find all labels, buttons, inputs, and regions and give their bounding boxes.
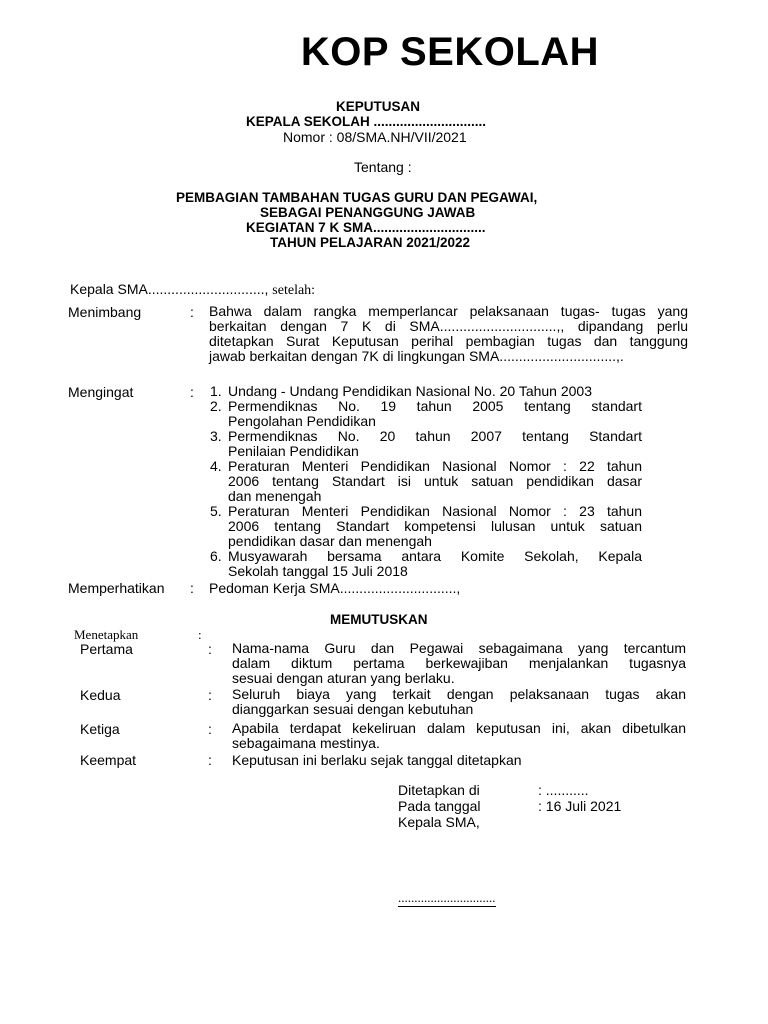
item-line: Penilaian Pendidikan [228,443,359,459]
menimbang-line: ditetapkan Surat Keputusan perihal pembagian tugas dan tanggung [209,333,688,349]
decision-line: sesuai dengan aturan yang berlaku. [232,670,455,686]
decree-number: Nomor : 08/SMA.NH/VII/2021 [283,129,467,145]
item-number: 3. [210,428,222,444]
mengingat-item [210,384,642,399]
decision-line: sebagaimana mestinya. [232,735,380,751]
mengingat-item [210,549,642,579]
decision-text [232,641,686,686]
mengingat-list [210,384,642,579]
decision-label: Pertama [80,641,133,657]
item-line: 2006 tentang Standart kompetensi lulusan untuk satuan [228,518,642,534]
item-line: Sekolah tanggal 15 Juli 2018 [228,563,408,579]
subject-line-4: TAHUN PELAJARAN 2021/2022 [270,235,471,250]
decision-line: dalam diktum pertama berkewajiban menjalankan tugasnya [232,655,686,671]
decision-label: Ketiga [80,721,120,737]
item-line: Pengolahan Pendidikan [228,413,376,429]
item-line: Peraturan Menteri Pendidikan Nasional Nomor : 23 tahun [228,503,642,519]
decision-text [232,721,686,751]
item-line: pendidikan dasar dan menengah [228,533,432,549]
mengingat-item [210,429,642,459]
intro-kepala [70,281,315,299]
item-line: dan menengah [228,488,322,504]
decision-colon: : [208,687,212,703]
mengingat-item [210,504,642,549]
menimbang-line: Bahwa dalam rangka memperlancar pelaksanaan tugas- tugas yang [209,303,688,319]
memperhatikan-label: Memperhatikan [68,580,165,596]
subject-line-3: KEGIATAN 7 K SMA.............................. [246,220,486,235]
item-number: 6. [210,548,222,564]
decision-label: Keempat [80,752,137,768]
menetapkan-label: Menetapkan [74,627,139,642]
menimbang-line: berkaitan dengan 7 K di SMA..............................,, dipandang perlu [209,318,688,334]
memperhatikan-text: Pedoman Kerja SMA.............................., [209,580,461,596]
memperhatikan-colon: : [190,580,194,596]
decision-line: Nama-nama Guru dan Pegawai sebagaimana yang tercantum [232,640,686,656]
decision-line: Seluruh biaya yang terkait dengan pelaksanaan tugas akan [232,686,686,702]
tanggal-label: Pada tanggal [398,798,481,814]
mengingat-colon: : [190,384,194,400]
memutuskan-heading: MEMUTUSKAN [330,612,428,627]
item-number: 1. [210,383,222,399]
tentang-label: Tentang : [354,159,412,175]
menimbang-label: Menimbang [68,304,142,320]
mengingat-item [210,459,642,504]
subject-line-1: PEMBAGIAN TAMBAHAN TUGAS GURU DAN PEGAWAI, [176,190,538,205]
letterhead: KOP SEKOLAH [300,30,600,74]
decision-line: dianggarkan sesuai dengan kebutuhan [232,701,474,717]
mengingat-label: Mengingat [68,384,134,400]
decision-label: Kedua [80,687,121,703]
item-line: Peraturan Menteri Pendidikan Nasional Nomor : 22 tahun [228,458,642,474]
intro-kepala-text: Kepala SMA.............................., [70,281,269,297]
kepala-sma-label: Kepala SMA, [398,814,480,830]
decision-line: Apabila terdapat kekeliruan dalam keputusan ini, akan dibetulkan [232,720,686,736]
menimbang-colon: : [190,304,194,320]
menimbang-text [209,304,688,364]
decision-text: Keputusan ini berlaku sejak tanggal ditetapkan [232,752,522,768]
item-line: Permendiknas No. 20 tahun 2007 tentang Standart [228,428,642,444]
item-line: Permendiknas No. 19 tahun 2005 tentang standart [228,398,642,414]
tanggal-value: : 16 Juli 2021 [538,798,622,814]
mengingat-item [210,399,642,429]
ditetapkan-value: : ........... [538,782,589,798]
title-keputusan: KEPUTUSAN [336,99,421,114]
menetapkan-colon: : [198,627,202,642]
ditetapkan-label: Ditetapkan di [398,782,480,798]
item-number: 2. [210,398,222,414]
item-line: 2006 tentang Standart isi untuk satuan pendidikan dasar [228,473,642,489]
item-line: Undang - Undang Pendidikan Nasional No. 20 Tahun 2003 [228,383,593,399]
decision-colon: : [208,641,212,657]
item-number: 4. [210,458,222,474]
decision-colon: : [208,721,212,737]
signature-name-line: .............................. [398,890,496,905]
intro-setelah: setelah: [272,283,316,298]
item-number: 5. [210,503,222,519]
subject-line-2: SEBAGAI PENANGGUNG JAWAB [260,205,476,220]
title-kepala-sekolah: KEPALA SEKOLAH .............................. [246,114,487,129]
item-line: Musyawarah bersama antara Komite Sekolah, Kepala [228,548,642,564]
decision-colon: : [208,752,212,768]
menimbang-line: jawab berkaitan dengan 7K di lingkungan SMA..............................,. [209,348,624,364]
decision-text [232,687,686,717]
